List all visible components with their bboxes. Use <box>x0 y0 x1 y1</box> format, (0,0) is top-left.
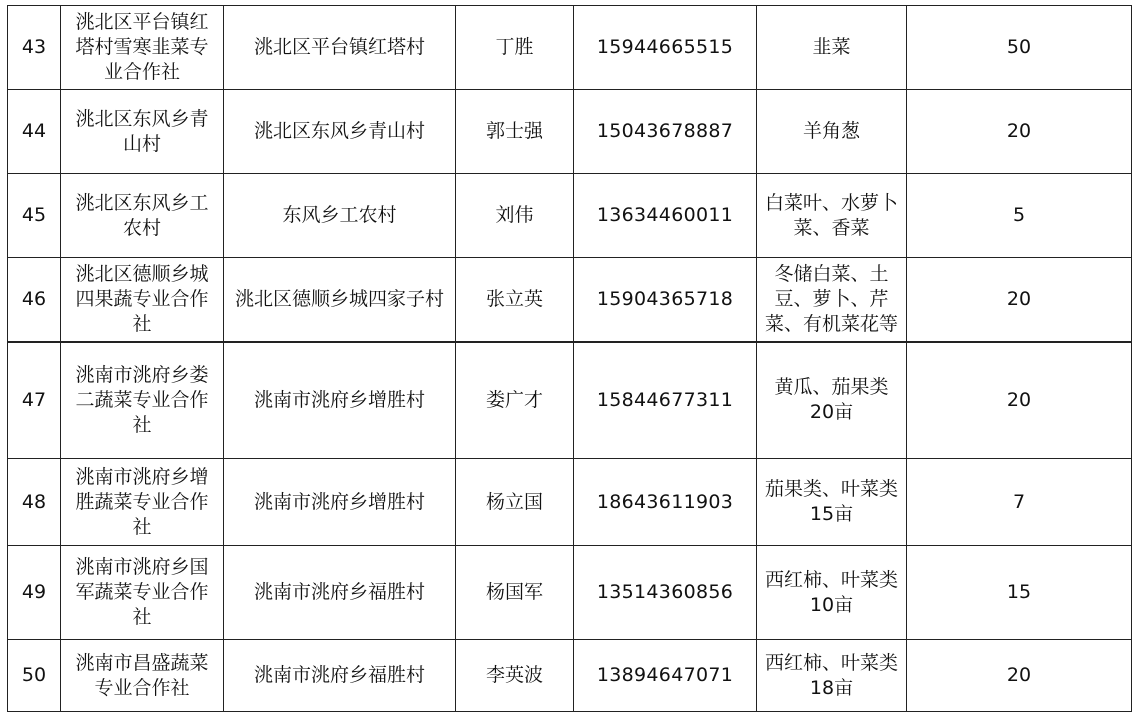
address: 东风乡工农村 <box>224 174 456 258</box>
phone-number: 13894647071 <box>574 640 757 712</box>
phone-number: 18643611903 <box>574 459 757 546</box>
row-number: 49 <box>8 546 61 640</box>
area-value: 5 <box>907 174 1132 258</box>
row-number: 47 <box>8 342 61 459</box>
cooperative-name: 洮南市洮府乡国军蔬菜专业合作社 <box>61 546 224 640</box>
crop-variety: 白菜叶、水萝卜菜、香菜 <box>757 174 907 258</box>
area-value: 20 <box>907 640 1132 712</box>
phone-number: 15944665515 <box>574 6 757 90</box>
table-row <box>8 90 1132 174</box>
area-value: 50 <box>907 6 1132 90</box>
address: 洮南市洮府乡增胜村 <box>224 459 456 546</box>
contact-person: 张立英 <box>456 258 574 342</box>
contact-person: 李英波 <box>456 640 574 712</box>
row-number: 45 <box>8 174 61 258</box>
cooperative-table <box>7 5 1132 712</box>
crop-variety: 黄瓜、茄果类20亩 <box>757 342 907 459</box>
contact-person: 刘伟 <box>456 174 574 258</box>
area-value: 20 <box>907 258 1132 342</box>
address: 洮南市洮府乡福胜村 <box>224 640 456 712</box>
table-row <box>8 6 1132 90</box>
crop-variety: 羊角葱 <box>757 90 907 174</box>
contact-person: 丁胜 <box>456 6 574 90</box>
phone-number: 15904365718 <box>574 258 757 342</box>
crop-variety: 西红柿、叶菜类18亩 <box>757 640 907 712</box>
table-row <box>8 174 1132 258</box>
table-row <box>8 258 1132 342</box>
contact-person: 杨国军 <box>456 546 574 640</box>
table-row <box>8 342 1132 459</box>
address: 洮北区平台镇红塔村 <box>224 6 456 90</box>
row-number: 50 <box>8 640 61 712</box>
area-value: 15 <box>907 546 1132 640</box>
table-row <box>8 459 1132 546</box>
table-row <box>8 640 1132 712</box>
area-value: 20 <box>907 90 1132 174</box>
row-number: 43 <box>8 6 61 90</box>
address: 洮南市洮府乡增胜村 <box>224 342 456 459</box>
crop-variety: 茄果类、叶菜类15亩 <box>757 459 907 546</box>
cooperative-name: 洮南市昌盛蔬菜专业合作社 <box>61 640 224 712</box>
cooperative-name: 洮南市洮府乡增胜蔬菜专业合作社 <box>61 459 224 546</box>
row-number: 46 <box>8 258 61 342</box>
cooperative-name: 洮北区德顺乡城四果蔬专业合作社 <box>61 258 224 342</box>
table-row <box>8 546 1132 640</box>
address: 洮北区东风乡青山村 <box>224 90 456 174</box>
crop-variety: 韭菜 <box>757 6 907 90</box>
phone-number: 13514360856 <box>574 546 757 640</box>
row-number: 44 <box>8 90 61 174</box>
phone-number: 15043678887 <box>574 90 757 174</box>
address: 洮北区德顺乡城四家子村 <box>224 258 456 342</box>
crop-variety: 西红柿、叶菜类10亩 <box>757 546 907 640</box>
contact-person: 娄广才 <box>456 342 574 459</box>
cooperative-name: 洮南市洮府乡娄二蔬菜专业合作社 <box>61 342 224 459</box>
cooperative-name: 洮北区平台镇红塔村雪寒韭菜专业合作社 <box>61 6 224 90</box>
cooperative-name: 洮北区东风乡青山村 <box>61 90 224 174</box>
phone-number: 13634460011 <box>574 174 757 258</box>
phone-number: 15844677311 <box>574 342 757 459</box>
area-value: 20 <box>907 342 1132 459</box>
crop-variety: 冬储白菜、土豆、萝卜、芹菜、有机菜花等 <box>757 258 907 342</box>
row-number: 48 <box>8 459 61 546</box>
address: 洮南市洮府乡福胜村 <box>224 546 456 640</box>
contact-person: 郭士强 <box>456 90 574 174</box>
area-value: 7 <box>907 459 1132 546</box>
contact-person: 杨立国 <box>456 459 574 546</box>
cooperative-name: 洮北区东风乡工农村 <box>61 174 224 258</box>
